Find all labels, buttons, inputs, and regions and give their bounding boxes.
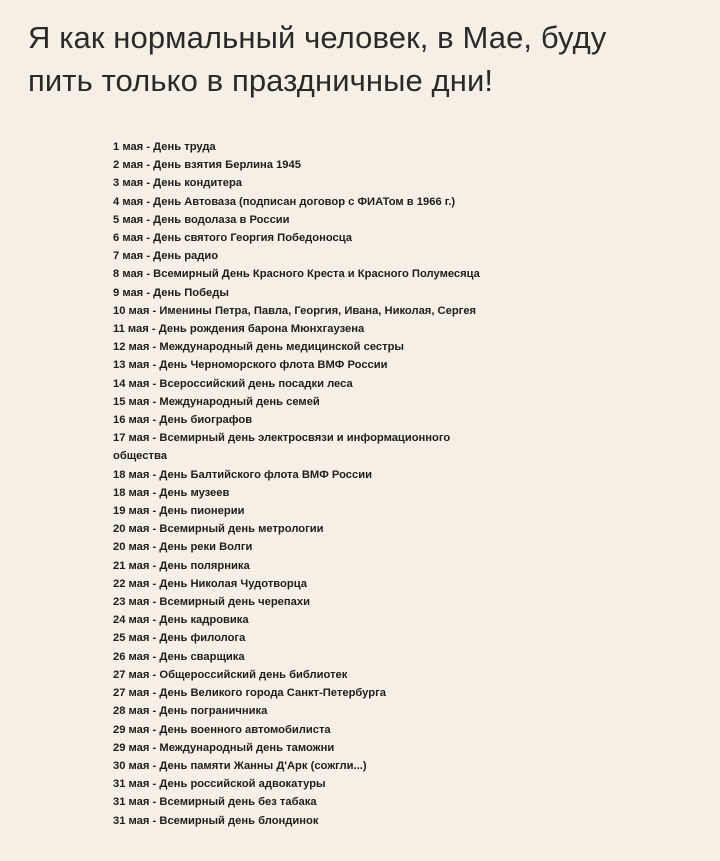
list-item: 14 мая - Всероссийский день посадки леса — [113, 377, 353, 390]
list-item: 5 мая - День водолаза в России — [113, 213, 290, 226]
list-item: 24 мая - День кадровика — [113, 614, 249, 627]
list-item: 16 мая - День биографов — [113, 414, 253, 427]
list-item: 20 мая - Всемирный день метрологии — [113, 523, 324, 536]
list-item: 31 мая - День российской адвокатуры — [113, 778, 326, 791]
list-item: 11 мая - День рождения барона Мюнхгаузена — [113, 323, 365, 336]
list-item: 22 мая - День Николая Чудотворца — [113, 577, 307, 590]
list-item: 18 мая - День Балтийского флота ВМФ России — [113, 468, 372, 481]
list-item: 10 мая - Именины Петра, Павла, Георгия, Ивана, Николая, Сергея — [113, 304, 477, 317]
list-item: 25 мая - День филолога — [113, 632, 246, 645]
list-item: 1 мая - День труда — [113, 141, 216, 153]
heading-line-1: Я как нормальный человек, в Мае, буду — [28, 20, 607, 55]
list-item: 29 мая - Международный день таможни — [113, 741, 335, 754]
list-item: 30 мая - День памяти Жанны Д'Арк (сожгли...) — [113, 759, 367, 772]
list-item: 21 мая - День полярника — [113, 559, 250, 572]
list-item: 4 мая - День Автоваза (подписан договор с ФИАТом в 1966 г.) — [113, 195, 456, 208]
list-item: 6 мая - День святого Георгия Победоносца — [113, 232, 353, 245]
list-item: 17 мая - Всемирный день электросвязи и информационного общества — [113, 432, 451, 463]
list-item: 19 мая - День пионерии — [113, 505, 245, 518]
list-item: 2 мая - День взятия Берлина 1945 — [113, 159, 301, 172]
holiday-list — [113, 138, 633, 830]
list-item: 20 мая - День реки Волги — [113, 541, 253, 554]
list-item: 8 мая - Всемирный День Красного Креста и Красного Полумесяца — [113, 268, 480, 281]
list-item: 23 мая - Всемирный день черепахи — [113, 596, 310, 609]
list-item: 18 мая - День музеев — [113, 486, 230, 499]
list-item: 15 мая - Международный день семей — [113, 395, 320, 408]
list-item: 7 мая - День радио — [113, 250, 219, 263]
list-item: 27 мая - День Великого города Санкт-Петербурга — [113, 687, 386, 700]
heading — [28, 16, 698, 102]
list-item: 13 мая - День Черноморского флота ВМФ России — [113, 359, 388, 372]
list-item: 3 мая - День кондитера — [113, 177, 243, 190]
list-item: 29 мая - День военного автомобилиста — [113, 723, 331, 736]
list-item: 31 мая - Всемирный день блондинок — [113, 814, 319, 827]
list-item: 28 мая - День пограничника — [113, 705, 268, 718]
list-item: 27 мая - Общероссийский день библиотек — [113, 668, 348, 681]
list-item: 9 мая - День Победы — [113, 286, 229, 299]
list-item: 31 мая - Всемирный день без табака — [113, 796, 317, 809]
list-item: 12 мая - Международный день медицинской сестры — [113, 341, 404, 354]
list-item: 26 мая - День сварщика — [113, 650, 245, 663]
heading-line-2: пить только в праздничные дни! — [28, 63, 494, 98]
